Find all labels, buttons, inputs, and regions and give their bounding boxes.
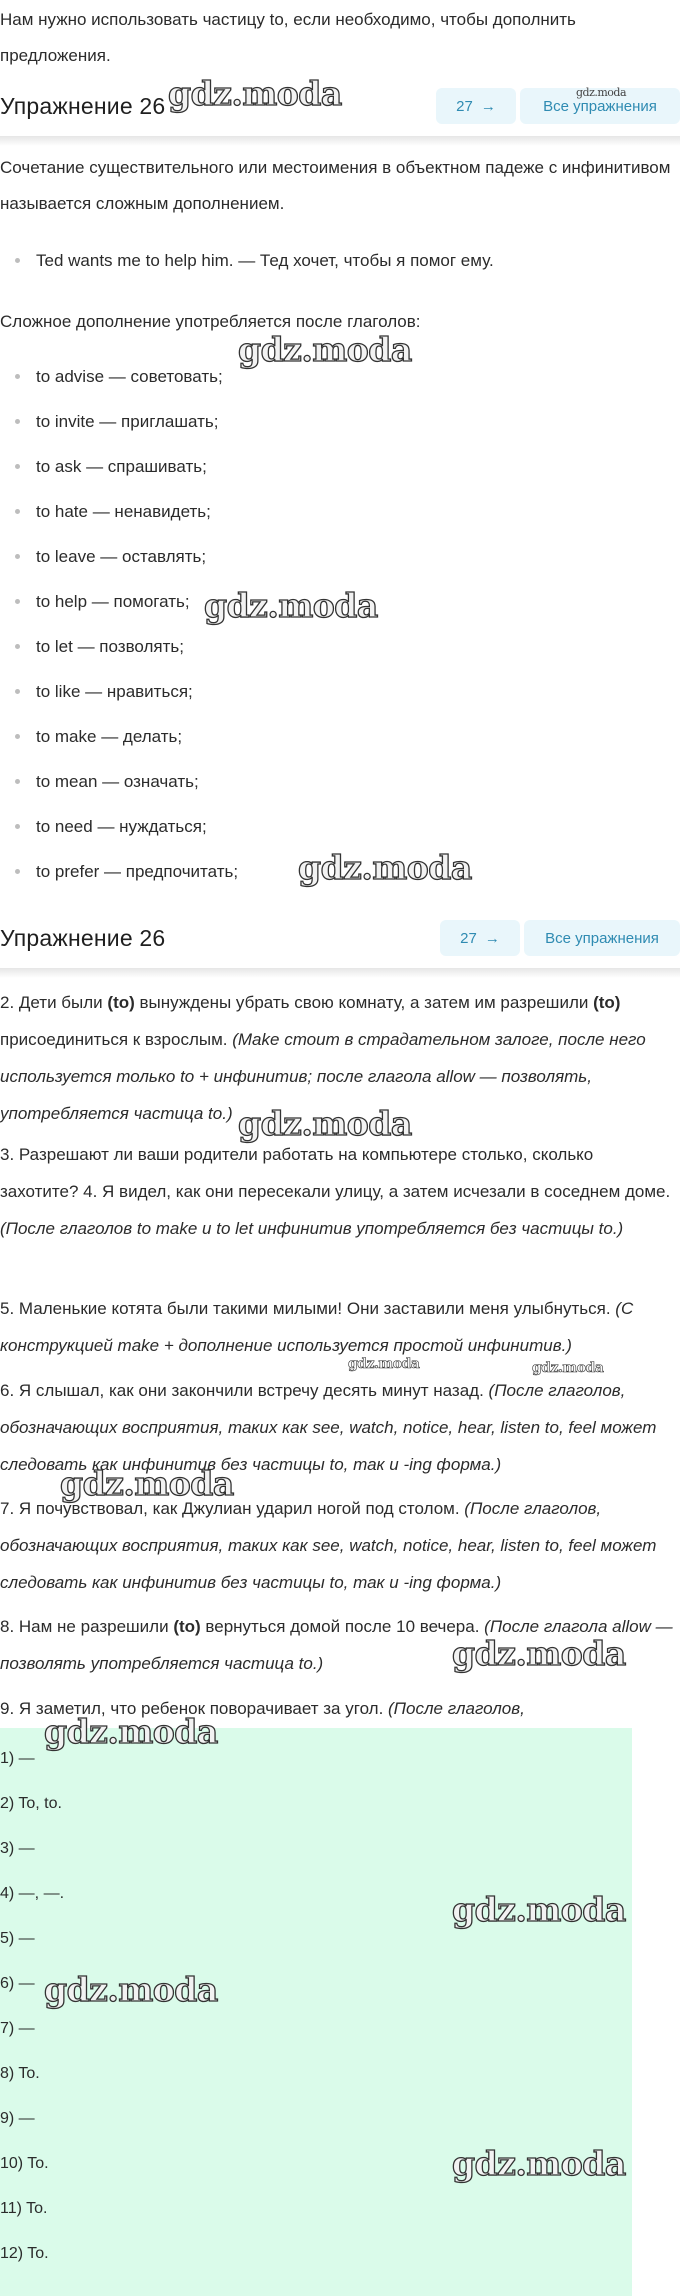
verb-item: to let — позволять; [0, 624, 660, 669]
answer-text: 8. Нам не разрешили [0, 1617, 174, 1636]
answer-key: 5) — [0, 1930, 35, 1947]
verb-item: to help — помогать; [0, 579, 660, 624]
verb-item: to leave — оставлять; [0, 534, 660, 579]
verb-item: to invite — приглашать; [0, 399, 660, 444]
verb-item: to hate — ненавидеть; [0, 489, 660, 534]
answer-note: (С конструкцией make + дополнение используется простой инфинитив.) [0, 1299, 634, 1355]
answer-keys-panel [0, 1728, 632, 2296]
next-exercise-label-2: 27 [460, 929, 477, 947]
exercise-title-2: Упражнение 26 [0, 924, 166, 951]
answer-key: 2) To, to. [0, 1795, 62, 1812]
verb-item: to need — нуждаться; [0, 804, 660, 849]
answer-key: 4) —, —. [0, 1885, 65, 1902]
answer-key: 7) — [0, 2020, 35, 2037]
answer-key: 1) — [0, 1750, 35, 1767]
answer-text: 5. Маленькие котята были такими милыми! Они заставили меня улыбнуться. [0, 1299, 616, 1318]
watermark-logo: gdz.moda [44, 1712, 218, 1751]
header-divider-2 [0, 968, 680, 978]
watermark-logo: gdz.moda [532, 1360, 604, 1376]
example-item: Ted wants me to help him. — Тед хочет, чтобы я помог ему. [0, 238, 660, 283]
watermark-logo: gdz.moda [204, 586, 378, 625]
answer-key: 3) — [0, 1840, 35, 1857]
all-exercises-button-2[interactable] [524, 920, 680, 956]
answer-text: вернуться домой после 10 вечера. [200, 1617, 485, 1636]
answer-text: 6. Я слышал, как они закончили встречу десять минут назад. [0, 1381, 489, 1400]
verb-item: to prefer — предпочитать; [0, 849, 660, 894]
verb-item: to advise — советовать; [0, 354, 660, 399]
answer-key: 10) To. [0, 2155, 49, 2172]
answer-text: 3. Разрешают ли ваши родители работать на компьютере столько, сколько захотите? 4. Я видел, как они пересекали улицу, а затем исчезали в соседнем доме. [0, 1145, 671, 1201]
answer-key: 8) To. [0, 2065, 40, 2082]
answer-key: 9) — [0, 2110, 35, 2127]
verb-item: to mean — означать; [0, 759, 660, 804]
answer-note: (После глаголов, [388, 1699, 525, 1718]
theory-paragraph: Сочетание существительного или местоимения в объектном падеже с инфинитивом называется сложным дополнением. [0, 158, 671, 213]
example-list [0, 238, 660, 283]
exercise-title: Упражнение 26 [0, 92, 166, 119]
answer-key: 6) — [0, 1975, 35, 1992]
watermark-logo: gdz.moda [452, 1634, 626, 1673]
watermark-logo: gdz.moda [238, 330, 412, 369]
header-divider [0, 136, 680, 146]
watermark-logo: gdz.moda [44, 1970, 218, 2009]
answer-particle: (to) [593, 993, 621, 1012]
all-exercises-label-2: Все упражнения [545, 929, 659, 947]
answer-note: (После глаголов to make и to let инфинитив употребляется без частицы to.) [0, 1219, 624, 1238]
answer-key: 11) To. [0, 2200, 48, 2217]
answer-note: (После глаголов, обозначающих восприятия, таких как see, watch, notice, hear, listen to, feel может следовать как инфинитив без частицы to, так и -ing форма.) [0, 1499, 657, 1592]
answer-key: 12) To. [0, 2245, 49, 2262]
arrow-right-icon: → [484, 929, 500, 947]
answer-text: 9. Я заметил, что ребенок поворачивает за угол. [0, 1699, 389, 1718]
verb-item: to make — делать; [0, 714, 660, 759]
answer-particle: (to) [173, 1617, 201, 1636]
all-exercises-label: Все упражнения [543, 97, 657, 115]
answer-particle: (to) [107, 993, 135, 1012]
watermark-logo: gdz.moda [168, 74, 342, 113]
intro-text: Нам нужно использовать частицу to, если необходимо, чтобы дополнить предложения. [0, 10, 576, 65]
theory-paragraph-2: Сложное дополнение употребляется после глаголов: [0, 312, 421, 331]
watermark-logo: gdz.moda [238, 1104, 412, 1143]
answer-5 [0, 1290, 676, 1364]
answer-note: (Make стоит в страдательном залоге, после него используется только to + инфинитив; после глагола allow — позволять, употребляется частица to.) [0, 1030, 646, 1123]
watermark-logo: gdz.moda [452, 2144, 626, 2183]
arrow-right-icon: → [480, 97, 496, 115]
answer-note: (После глаголов, обозначающих восприятия, таких как see, watch, notice, hear, listen to, feel может следовать как инфинитив без частицы to, так и -ing форма.) [0, 1381, 657, 1474]
watermark-logo: gdz.moda [298, 848, 472, 887]
answer-7 [0, 1490, 676, 1601]
watermark-logo: gdz.moda [348, 1356, 420, 1372]
next-exercise-button-2[interactable] [440, 920, 520, 956]
verb-item: to ask — спрашивать; [0, 444, 660, 489]
answer-text: присоединиться к взрослым. [0, 1030, 233, 1049]
watermark-logo: gdz.moda [576, 86, 627, 99]
answer-note: (После глагола allow — позволять употребляется частица to.) [0, 1617, 673, 1673]
watermark-logo: gdz.moda [452, 1890, 626, 1929]
answer-text: 2. Дети были [0, 993, 108, 1012]
next-exercise-label: 27 [456, 97, 473, 115]
answer-3-4 [0, 1136, 676, 1247]
watermark-logo: gdz.moda [60, 1464, 234, 1503]
answer-text: 7. Я почувствовал, как Джулиан ударил ногой под столом. [0, 1499, 465, 1518]
answer-text: вынуждены убрать свою комнату, а затем им разрешили [134, 993, 594, 1012]
next-exercise-button[interactable] [436, 88, 516, 124]
verb-item: to like — нравиться; [0, 669, 660, 714]
